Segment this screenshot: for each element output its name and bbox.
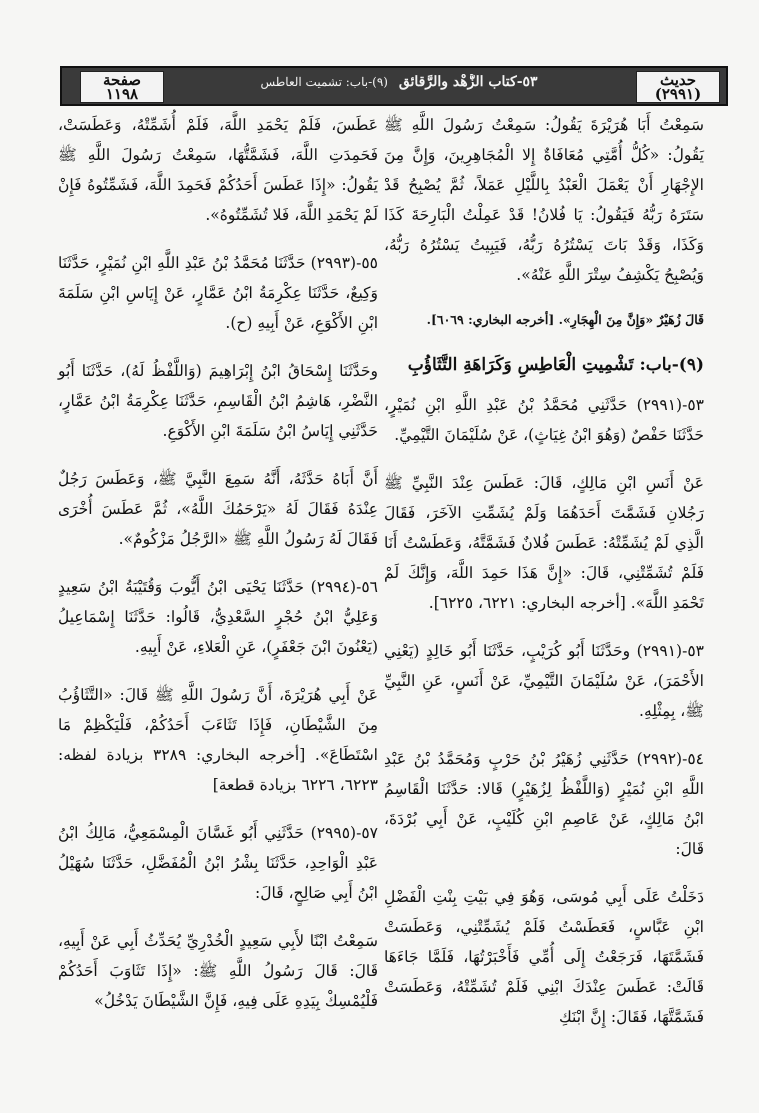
hadith-label: حديث (659, 71, 697, 89)
paragraph: ٥٦-(٢٩٩٤) حَدَّثَنَا يَحْيَى ابْنُ أَيُّوبَ وَقُتَيْبَةُ ابْنُ سَعِيدٍ وَعَلِيُّ ابْنُ حُجْرٍ السَّعْدِيُّ، قَالُوا: حَدَّثَنَا إِسْمَاعِيلُ (يَعْنُونَ ابْنَ جَعْفَرٍ)، عَنِ الْعَلاءِ، عَنْ أَبِيهِ. (58, 578, 378, 656)
paragraph: سَمِعْتُ ابْنًا لأَبِي سَعِيدٍ الْخُدْرِيِّ يُحَدِّثُ أَبِي عَنْ أَبِيهِ، قَالَ: قَالَ رَسُولُ اللَّهِ ﷺ: «إِذَا تَثَاوَبَ أَحَدُكُمْ فَلْيُمْسِكْ بِيَدِهِ عَلَى فِيهِ، فَإِنَّ الشَّيْطَانَ يَدْخُلُ» (58, 932, 378, 1010)
book-title (172, 74, 626, 90)
book-title-main: ٥٣-كتاب الزُّهْد والرَّقائق (398, 74, 538, 90)
section-heading: (٩)-باب: تَشْمِيتِ الْعَاطِسِ وَكَرَاهَةِ التَّثَاؤُبِ (407, 355, 704, 375)
paragraph: ٥٧-(٢٩٩٥) حَدَّثَنِي أَبُو غَسَّانَ الْمِسْمَعِيُّ، مَالِكُ ابْنُ عَبْدِ الْوَاحِدِ، حَدَّثَنَا بِشْرُ ابْنُ الْمُفَضَّلِ، حَدَّثَنَا سُهَيْلُ ابْنُ أَبِي صَالِحٍ، قَالَ: (58, 824, 378, 902)
paragraph: ٥٣-(٢٩٩١) وحَدَّثَنَا أَبُو كُرَيْبٍ، حَدَّثَنَا أَبُو خَالِدٍ (يَعْنِي الأَحْمَرَ)، عَنْ سُلَيْمَانَ التَّيْمِيِّ، عَنْ أَنَسٍ، عَنِ النَّبِيِّ ﷺ، بِمِثْلِهِ. (384, 642, 704, 720)
paragraph: ٥٣-(٢٩٩١) حَدَّثَنِي مُحَمَّدُ بْنُ عَبْدِ اللَّهِ ابْنِ نُمَيْرٍ، حَدَّثَنَا حَفْصٌ (وَهُوَ ابْنُ غِيَاثٍ)، عَنْ سُلَيْمَانَ التَّيْمِيِّ. (384, 396, 704, 444)
paragraph-note: قَالَ زُهَيْرٌ «وَإِنَّ مِنَ الْهِجَارِ». [أخرجه البخاري: ٦٠٦٩]. (426, 312, 704, 327)
paragraph: عَنْ أَنَسِ ابْنِ مَالِكٍ، قَالَ: عَطَسَ عِنْدَ النَّبِيِّ ﷺ رَجُلانِ فَشَمَّتَ أَحَدَهُمَا وَلَمْ يُشَمِّتِ الآخَرَ، فَقَالَ الَّذِي لَمْ يُشَمِّتْهُ: عَطَسَ فُلانٌ فَشَمَّتَّهُ، وَعَطَسْتُ أَنَا فَلَمْ تُشَمِّتْنِي، قَالَ: «إِنَّ هَذَا حَمِدَ اللَّهَ، وَإِنَّكَ لَمْ تَحْمَدِ اللَّهَ». [أخرجه البخاري: ٦٢٢١، ٦٢٢٥]. (384, 474, 704, 612)
page-header (60, 66, 728, 106)
paragraph: عَنْ أَبِي هُرَيْرَةَ، أَنَّ رَسُولَ اللَّهِ ﷺ قَالَ: «التَّثَاؤُبُ مِنَ الشَّيْطَانِ، فَإِذَا تَثَاءَبَ أَحَدُكُمْ، فَلْيَكْظِمْ مَا اسْتَطَاعَ». [أخرجه البخاري: ٣٢٨٩ بزيادة لفظه: ٦٢٢٣، ٦٢٢٦ بزيادة قطعة] (58, 686, 378, 794)
paragraph: عَطَسَ، فَلَمْ يَحْمَدِ اللَّهَ، فَلَمْ أُشَمِّتْهُ، وَعَطَسَتْ، فَحَمِدَتِ اللَّهَ، فَشَمَّتُّهَا، سَمِعْتُ رَسُولَ اللَّهِ ﷺ يَقُولُ: «إِذَا عَطَسَ أَحَدُكُمْ فَحَمِدَ اللَّهَ، فَشَمِّتُوهُ فَإِنْ لَمْ يَحْمَدِ اللَّهَ، فَلا تُشَمِّتُوهُ». (58, 116, 378, 224)
page-number: ١١٩٨ (105, 85, 139, 103)
chapter-title: (٩)-باب: تشميت العاطس (260, 75, 388, 89)
hadith-number: (٢٩٩١) (654, 85, 702, 103)
paragraph: وحَدَّثَنَا إِسْحَاقُ ابْنُ إِبْرَاهِيمَ (وَاللَّفْظُ لَهُ)، حَدَّثَنَا أَبُو النَّضْرِ، هَاشِمُ ابْنُ الْقَاسِمِ، حَدَّثَنَا عِكْرِمَةُ ابْنُ عَمَّارٍ، حَدَّثَنِي إِيَاسُ ابْنُ سَلَمَةَ ابْنِ الأَكْوَعِ. (58, 362, 378, 440)
right-column (384, 110, 704, 1050)
paragraph: ٥٥-(٢٩٩٣) حَدَّثَنَا مُحَمَّدُ بْنُ عَبْدِ اللَّهِ ابْنِ نُمَيْرٍ، حَدَّثَنَا وَكِيعٌ، حَدَّثَنَا عِكْرِمَةُ ابْنُ عَمَّارٍ، عَنْ إِيَاسِ ابْنِ سَلَمَةَ ابْنِ الأَكْوَعِ، عَنْ أَبِيهِ (ح). (58, 254, 378, 332)
paragraph: سَمِعْتُ أَبَا هُرَيْرَةَ يَقُولُ: سَمِعْتُ رَسُولَ اللَّهِ ﷺ يَقُولُ: «كُلُّ أُمَّتِي مُعَافَاةٌ إِلا الْمُجَاهِرِينَ، وَإِنَّ مِنَ الإِجْهَارِ أَنْ يَعْمَلَ الْعَبْدُ بِاللَّيْلِ عَمَلاً، ثُمَّ يُصْبِحُ قَدْ سَتَرَهُ رَبُّهُ فَيَقُولُ: يَا فُلانُ! قَدْ عَمِلْتُ الْبَارِحَةَ كَذَا وَكَذَا، وَقَدْ بَاتَ يَسْتُرُهُ رَبُّهُ، فَيَبِيتُ يَسْتُرُهُ رَبُّهُ، وَيُصْبِحُ يَكْشِفُ سِتْرَ اللَّهِ عَنْهُ». (384, 116, 704, 284)
paragraph: أَنَّ أَبَاهُ حَدَّثَهُ، أَنَّهُ سَمِعَ النَّبِيَّ ﷺ، وَعَطَسَ رَجُلٌ عِنْدَهُ فَقَالَ لَهُ «يَرْحَمُكَ اللَّهُ»، ثُمَّ عَطَسَ أُخْرَى فَقَالَ لَهُ رَسُولُ اللَّهِ ﷺ «الرَّجُلُ مَزْكُومٌ». (58, 470, 378, 548)
page-number-box (80, 71, 164, 103)
hadith-number-box (636, 71, 720, 103)
page-label: صفحة (102, 71, 142, 89)
paragraph: ٥٤-(٢٩٩٢) حَدَّثَنِي زُهَيْرُ بْنُ حَرْبٍ وَمُحَمَّدُ بْنُ عَبْدِ اللَّهِ ابْنِ نُمَيْرٍ (وَاللَّفْظُ لِزُهَيْرٍ) قَالا: حَدَّثَنَا الْقَاسِمُ ابْنُ مَالِكٍ، عَنْ عَاصِمِ ابْنِ كُلَيْبٍ، عَنْ أَبِي بُرْدَةَ، قَالَ: (384, 750, 704, 858)
paragraph: دَخَلْتُ عَلَى أَبِي مُوسَى، وَهُوَ فِي بَيْتِ بِنْتِ الْفَضْلِ ابْنِ عَبَّاسٍ، فَعَطَسْتُ فَلَمْ يُشَمِّتْنِي، وَعَطَسَتْ فَشَمَّتَهَا، فَرَجَعْتُ إِلَى أُمِّي فَأَخْبَرْتُهَا، فَلَمَّا جَاءَهَا قَالَتْ: عَطَسَ عِنْدَكَ ابْنِي فَلَمْ تُشَمِّتْهُ، وَعَطَسَتْ فَشَمَّتَّهَا، فَقَالَ: إِنَّ ابْنَكِ (384, 888, 704, 1026)
left-column (58, 110, 378, 1034)
